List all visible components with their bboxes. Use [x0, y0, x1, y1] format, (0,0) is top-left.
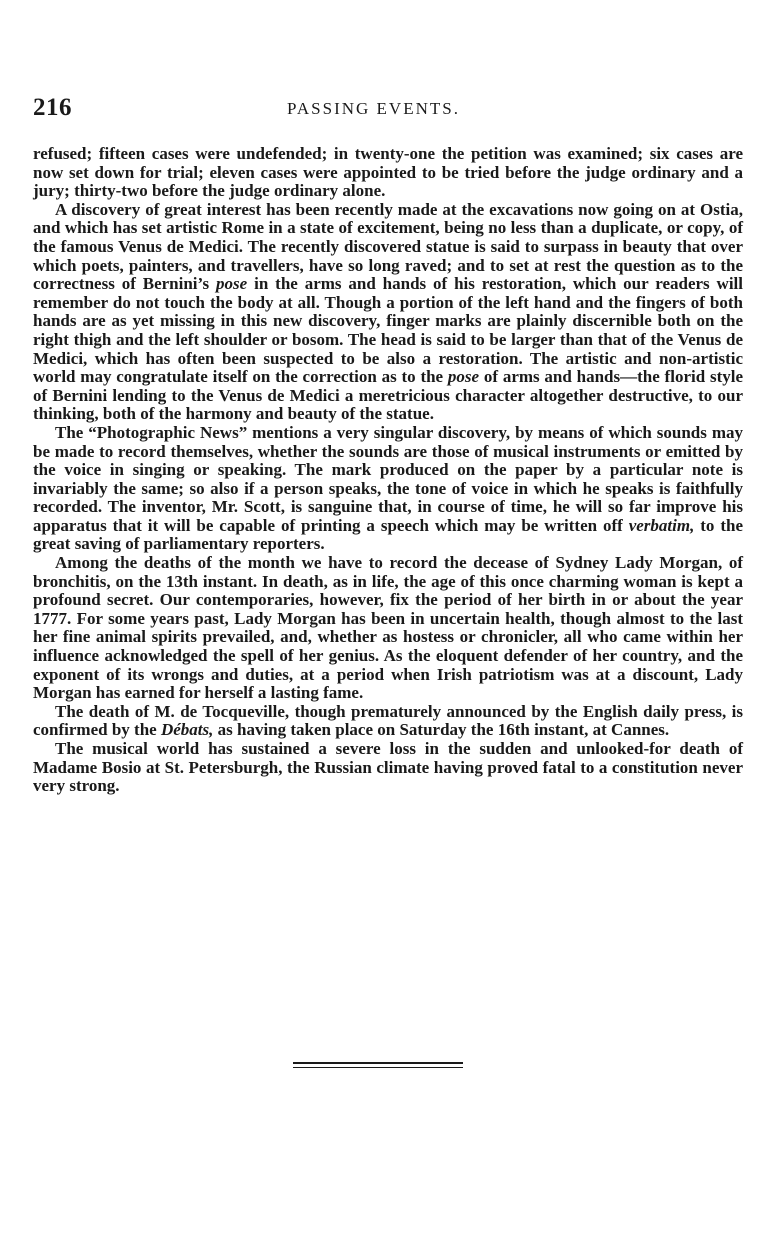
running-head: PASSING EVENTS.: [287, 99, 460, 118]
paragraph-text: refused; fifteen cases were undefended; in twenty-one the petition was examined; six cases are now set down for trial; eleven cases were appointed to be tried before the judge ordinary and a jury; thirty-two before the judge ordinary alone.: [33, 144, 743, 201]
section-end-rule-thin: [293, 1067, 463, 1068]
italic-term: pose: [447, 367, 480, 387]
article-body: [33, 145, 743, 796]
paragraph-text: Among the deaths of the month we have to record the decease of Sydney Lady Morgan, of bronchitis, on the 13th instant. In death, as in life, the age of this once charming woman is kept a profound secret. Our contemporaries, however, fix the period of her birth in or about the year 1777. For some years past, Lady Morgan has been in uncertain health, though almost to the last her fine animal spirits prevailed, and, whether as hostess or chronicler, all who came within her influence acknowledged the spell of her genius. As the eloquent defender of her country, and the exponent of its wrongs and duties, at a period when Irish patriotism was at a discount, Lady Morgan has earned for herself a lasting fame.: [33, 553, 743, 703]
paragraph-lady-morgan: [33, 554, 743, 703]
paragraph-tocqueville: [33, 703, 743, 740]
paragraph-text: The death of M. de Tocqueville, though prematurely announced by the English daily press, is confirmed by the: [33, 701, 743, 740]
paragraph-text: in the arms and hands of his restoration, which our readers will remember do not touch the body at all. Though a portion of the left hand and the fingers of both hands are as yet missing in this new discovery, finger marks are plainly discernible both on the right thigh and the left shoulder or bosom. The head is said to be larger than that of the Venus de Medici, which has often been suspected to be also a restoration. The artistic and non-artistic world may congratulate itself on the correction as to the: [33, 274, 743, 387]
paragraph-madame-bosio: [33, 740, 743, 796]
paragraph-text: A discovery of great interest has been recently made at the excavations now going on at Ostia, and which has set artistic Rome in a state of excitement, being no less than a duplicate, or copy, of the famous Venus de Medici. The recently discovered statue is said to surpass in beauty that over which poets, painters, and travellers, have so long raved; and to set at rest the question as to the correctness of Bernini’s: [33, 199, 743, 294]
paragraph-divorce-court: [33, 145, 743, 201]
paragraph-text: The “Photographic News” mentions a very singular discovery, by means of which sounds may be made to record themselves, whether the sounds are those of musical instruments or emitted by the voice in singing or speaking. The mark produced on the paper by a particular note is invariably the same; so also if a person speaks, the tone of voice in which he speaks is faithfully recorded. The inventor, Mr. Scott, is sanguine that, in course of time, he will so far improve his apparatus that it will be capable of printing a speech which may be written off: [33, 422, 743, 535]
page-number: 216: [33, 94, 72, 121]
paragraph-text: to the great saving of parliamentary reporters.: [33, 515, 743, 554]
page-header: [33, 92, 751, 128]
italic-term: Débats,: [160, 720, 214, 740]
paragraph-venus-discovery: [33, 201, 743, 424]
italic-term: pose: [216, 274, 248, 294]
paragraph-photographic-news: [33, 424, 743, 554]
italic-term: verbatim,: [628, 515, 695, 535]
paragraph-text: of arms and hands—the florid style of Bernini lending to the Venus de Medici a meretricious character altogether destructive, to our thinking, both of the harmony and beauty of the statue.: [33, 367, 744, 424]
paragraph-text: as having taken place on Saturday the 16th instant, at Cannes.: [213, 720, 670, 740]
section-end-rule: [293, 1062, 463, 1064]
paragraph-text: The musical world has sustained a severe loss in the sudden and unlooked-for death of Madame Bosio at St. Petersburgh, the Russian climate having proved fatal to a constitution never very strong.: [33, 739, 743, 796]
